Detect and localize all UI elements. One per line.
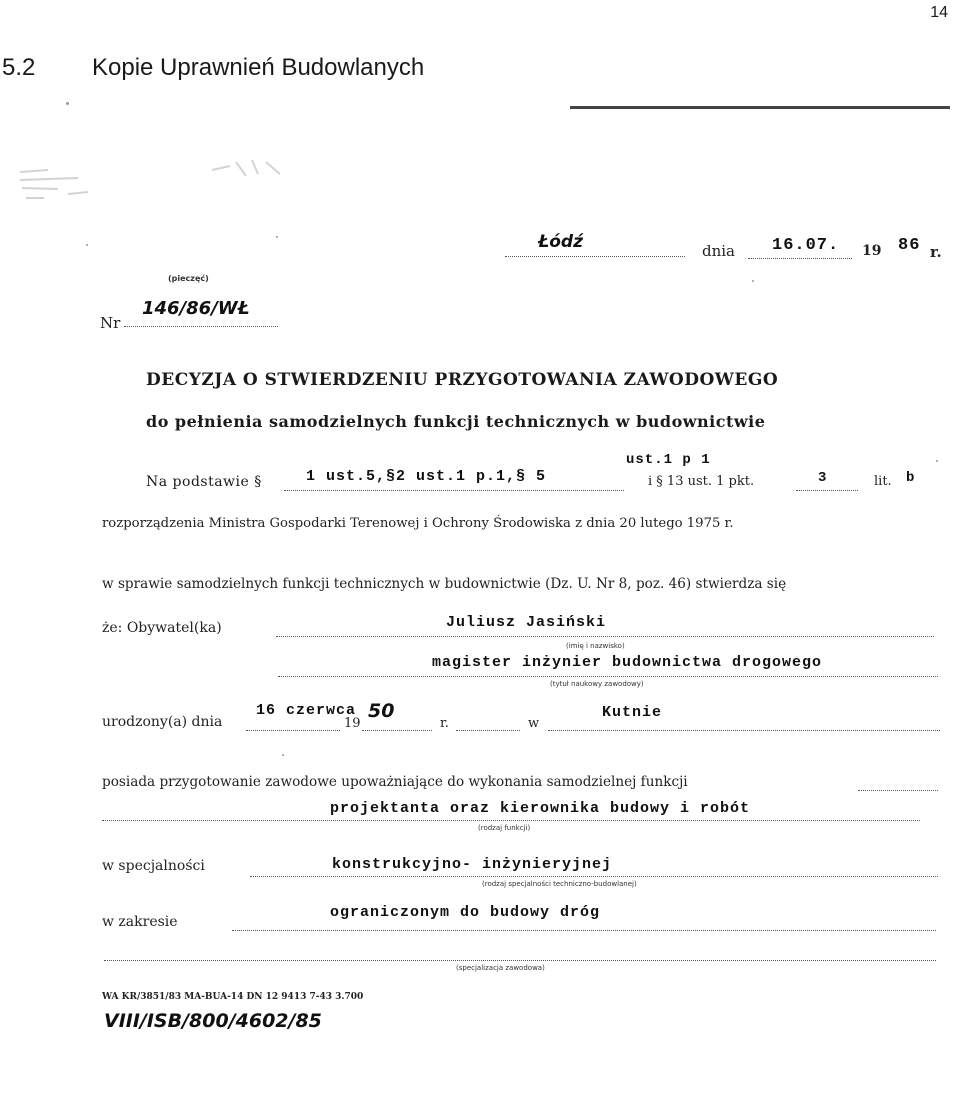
year-prefix: 19 [862,243,882,259]
basis-mid-text: i § 13 ust. 1 pkt. [648,474,755,489]
scan-speck [752,280,754,282]
scope-dotted-line [232,930,936,931]
specialty-value: konstrukcyjno- inżynieryjnej [332,856,613,873]
born-gap-dotted-line [456,730,520,731]
qualification-text: posiada przygotowanie zawodowe upoważniające do wykonania samodzielnej funkcji [102,774,688,790]
citizen-dotted-line [276,636,934,637]
scope-value: ograniczonym do budowy dróg [330,904,601,921]
scan-speck [282,754,284,756]
date-dotted-line [748,258,852,259]
place-value: Łódź [538,232,583,252]
matter-text: w sprawie samodzielnych funkcji technicznych w budownictwie (Dz. U. Nr 8, poz. 46) stwierdza się [102,576,787,592]
scan-edge-line [570,106,950,109]
born-year-dotted-line [362,730,432,731]
function-dotted-line [102,820,920,821]
specialty-dotted-line [250,876,938,877]
degree-dotted-line [278,676,938,677]
regulation-text: rozporządzenia Ministra Gospodarki Terenowej i Ochrony Środowiska z dnia 20 lutego 1975 r. [102,516,734,531]
born-label: urodzony(a) dnia [102,714,223,730]
citizen-caption: (imię i nazwisko) [566,642,625,650]
stamp-noise-icon [18,164,108,204]
place-caption: (pieczęć) [168,274,209,283]
scan-speck [66,102,69,105]
scan-speck [276,236,278,238]
born-date-dotted-line [246,730,340,731]
scan-speck [86,244,88,246]
scan-speck [936,460,938,462]
degree-caption: (tytuł naukowy zawodowy) [550,680,644,688]
born-place-label: w [528,716,540,731]
basis-dotted-line [284,490,624,491]
basis-pkt-value: 3 [818,470,828,486]
number-value: 146/86/WŁ [142,298,250,319]
born-year-suffix: r. [440,716,449,731]
faint-number-mark [210,156,290,180]
born-place-dotted-line [548,730,940,731]
number-label: Nr [100,314,121,332]
handwritten-reference: VIII/ISB/800/4602/85 [104,1010,322,1032]
scanned-document [0,90,960,1110]
scope-label: w zakresie [102,914,178,930]
basis-lit-label: lit. [874,474,892,489]
decision-subheading: do pełnienia samodzielnych funkcji technicznych w budownictwie [146,412,766,431]
born-date: 16 czerwca [256,702,357,719]
qualification-dotted-line [858,790,938,791]
function-caption: (rodzaj funkcji) [478,824,531,832]
year-value: 86 [898,236,921,255]
scope-caption: (specjalizacja zawodowa) [456,964,545,972]
section-title: Kopie Uprawnień Budowlanych [92,54,425,81]
specialty-label: w specjalności [102,858,205,874]
section-number: 5.2 [2,54,36,81]
degree-value: magister inżynier budownictwa drogowego [432,654,823,671]
page-number: 14 [930,4,948,21]
faint-stamp [18,164,108,204]
decision-heading: DECYZJA O STWIERDZENIU PRZYGOTOWANIA ZAWODOWEGO [146,370,779,390]
place-dotted-line [505,256,685,257]
basis-extra-value: ust.1 p 1 [626,452,711,468]
basis-lit-value: b [906,470,916,486]
citizen-name: Juliusz Jasiński [446,614,607,631]
scope-dotted-line-2 [104,960,936,961]
born-year: 50 [368,700,395,722]
citizen-label: że: Obywatel(ka) [102,620,222,636]
date-label: dnia [702,242,736,260]
born-year-prefix: 19 [344,716,361,731]
year-suffix: r. [930,243,942,261]
basis-value: 1 ust.5,§2 ust.1 p.1,§ 5 [306,468,547,485]
number-dotted-line [124,326,278,327]
born-place: Kutnie [602,704,663,721]
form-code: WA KR/3851/83 MA-BUA-14 DN 12 9413 7-43 3.700 [102,992,364,1002]
basis-label: Na podstawie § [146,474,262,490]
function-value: projektanta oraz kierownika budowy i robót [330,800,751,817]
basis-pkt-dotted-line [796,490,858,491]
specialty-caption: (rodzaj specjalności techniczno-budowlanej) [482,880,637,888]
date-value: 16.07. [772,236,840,255]
